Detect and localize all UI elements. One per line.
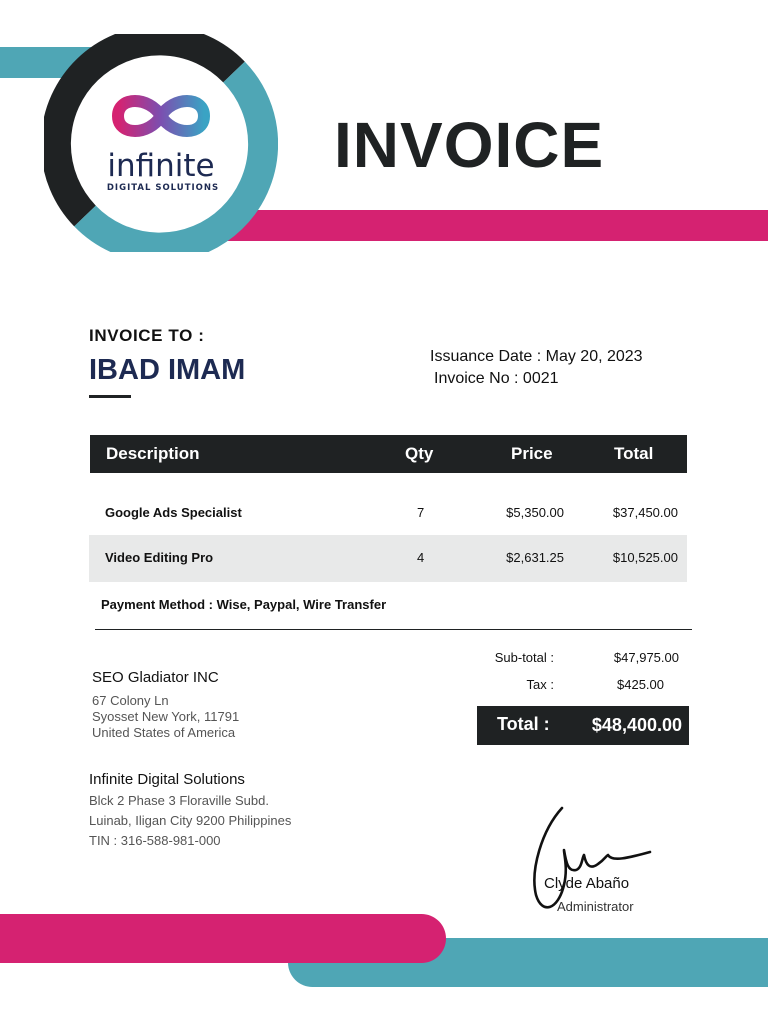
client-name: IBAD IMAM	[89, 354, 246, 386]
footer-pink-bar	[0, 914, 446, 963]
header-qty: Qty	[405, 444, 434, 463]
total-label: Total :	[497, 714, 550, 734]
client-address-line2: Syosset New York, 11791	[92, 709, 240, 724]
tax-label: Tax :	[526, 677, 554, 692]
grand-total-box	[477, 706, 689, 745]
issuance-date: Issuance Date : May 20, 2023	[430, 348, 643, 365]
row-qty: 4	[417, 550, 425, 565]
row-price: $5,350.00	[506, 505, 564, 520]
row-price: $2,631.25	[506, 550, 564, 565]
table-row	[89, 490, 687, 537]
signature-icon	[528, 800, 658, 915]
total-value: $48,400.00	[591, 715, 682, 735]
invoice-to-label: INVOICE TO :	[89, 326, 205, 345]
tax-value: $425.00	[617, 677, 664, 692]
header-price: Price	[511, 444, 553, 463]
row-total: $10,525.00	[612, 550, 678, 565]
payment-method: Payment Method : Wise, Paypal, Wire Transfer	[101, 597, 387, 612]
logo-name: infinite	[107, 148, 215, 184]
signer-role: Administrator	[557, 899, 634, 914]
client-address-line1: 67 Colony Ln	[92, 693, 169, 708]
sender-tin: TIN : 316-588-981-000	[89, 833, 221, 848]
name-underline	[89, 395, 131, 398]
sender-address-line2: Luinab, Iligan City 9200 Philippines	[89, 813, 292, 828]
row-description: Google Ads Specialist	[105, 505, 242, 520]
client-company-name: SEO Gladiator INC	[92, 669, 219, 686]
invoice-number: Invoice No : 0021	[434, 370, 559, 387]
sender-company-name: Infinite Digital Solutions	[89, 771, 245, 788]
signer-name: Clyde Abaño	[544, 875, 630, 892]
page-title: INVOICE	[334, 109, 605, 181]
header-description: Description	[106, 444, 200, 463]
logo-subtitle: DIGITAL SOLUTIONS	[106, 183, 220, 193]
sender-address-line1: Blck 2 Phase 3 Floraville Subd.	[89, 793, 269, 808]
company-logo	[44, 34, 278, 252]
table-row	[89, 535, 687, 582]
table-header	[90, 435, 687, 473]
client-address-line3: United States of America	[92, 725, 236, 740]
subtotal-value: $47,975.00	[613, 650, 679, 665]
header-total: Total	[614, 444, 654, 463]
row-total: $37,450.00	[612, 505, 678, 520]
row-description: Video Editing Pro	[105, 550, 214, 565]
row-qty: 7	[417, 505, 425, 520]
logo-ring-icon	[44, 34, 278, 252]
section-divider	[95, 629, 692, 630]
subtotal-label: Sub-total :	[494, 650, 554, 665]
